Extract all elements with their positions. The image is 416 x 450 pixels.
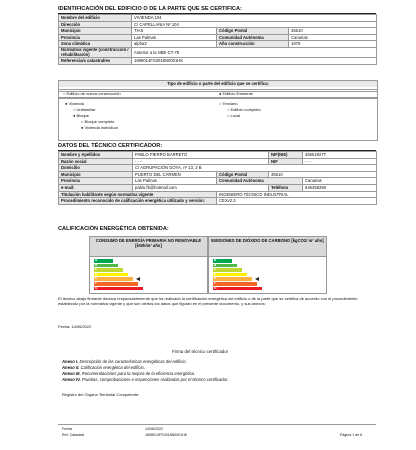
section-title-technician: DATOS DEL TÉCNICO CERTIFICADOR: [58, 143, 376, 151]
co2-bars [209, 257, 326, 293]
label: e-mail: [59, 184, 133, 191]
label: Provincia [59, 34, 132, 41]
technician-name: PABLO PIERRO BARRETO [133, 152, 269, 159]
label: Titulación habilitante según normativa vigente [59, 191, 217, 198]
radio-bloque[interactable]: ● Bloque [73, 113, 89, 118]
section-title-rating: CALIFICACIÓN ENERGÉTICA OBTENIDA: [58, 226, 169, 232]
radio-vivienda[interactable]: ● Vivienda [65, 101, 84, 106]
rating-bar-f: F [94, 282, 138, 286]
label: Municipio [59, 28, 132, 35]
technician-table [58, 151, 377, 205]
rating-bar-c: C [213, 268, 242, 272]
declaration-text: El técnico abajo firmante declara responsablemente que ha realizado la certificación energética del edificio o de la parte que se certifica de acuerdo con el procedimiento establecido por la normativa vigente y que son ciertos los datos que figuran en el presente documento, y sus anexos: [58, 296, 358, 307]
building-postal-code: 35510 [289, 28, 377, 35]
annex-text: Calificación energética del edificio. [79, 365, 145, 370]
technician-municipality: PUERTO DEL CARMEN [133, 171, 217, 178]
annex-2 [62, 365, 145, 370]
technician-email[interactable]: pablo.fb@hotmail.com [133, 184, 269, 191]
annex-text: Recomendaciones para la mejora de la eficiencia energética. [80, 371, 196, 376]
option-label: Bloque completo [84, 119, 115, 124]
option-label: Edificio de nueva construcción [66, 91, 121, 96]
regulation: Anterior a la NBE-CT-79 [132, 47, 377, 57]
cadastral-ref: 1898014FS3018N0001HK [132, 58, 377, 65]
rating-bar-d: D [213, 273, 247, 277]
declaration-date: Fecha: 14/06/2022 [58, 324, 92, 329]
option-label: Vivienda individual [84, 125, 118, 130]
annex-3 [62, 371, 195, 376]
annex-text: Pruebas, comprobaciones e inspecciones realizadas por el técnico certificador. [80, 377, 229, 382]
energy-bars [90, 257, 207, 293]
label: NIF(NIE) [269, 152, 303, 159]
footer-date: 14/06/2022 [145, 427, 163, 431]
technician-postal-code: 35510 [269, 171, 377, 178]
energy-consumption-chart [89, 236, 208, 294]
footer-ref: 1898014FS3018N0001HK [145, 433, 188, 437]
technician-address: C/ AGRUPACIÓN GOYA, nº 13, 2 B [133, 165, 377, 172]
technician-degree: INGENIERO TÉCNICO INDUSTRIAL [217, 191, 377, 198]
label: Municipio [59, 171, 133, 178]
rating-bar-g: G [94, 287, 143, 291]
label: Dirección [59, 21, 132, 28]
climate-zone: alpha3 [132, 41, 217, 48]
page-number: Página 1 de 6 [340, 433, 363, 437]
rating-bar-f: F [213, 282, 257, 286]
co2-chart-title: EMISIONES DE DIÓXIDO DE CARBONO [kgCO2/ m² año] [209, 237, 326, 257]
label: Código Postal [217, 171, 269, 178]
rating-bar-a: A [94, 259, 113, 263]
label: Domicilio [59, 165, 133, 172]
energy-chart-title: CONSUMO DE ENERGÍA PRIMARIA NO RENOVABLE [kWh/m² año] [90, 237, 207, 257]
technician-province: Las Palmas [133, 178, 217, 185]
annex-label: Anexo II. [62, 365, 80, 370]
annex-label: Anexo I. [62, 359, 79, 364]
label: Procedimiento reconocido de calificación energética utilizado y versión: [59, 198, 217, 205]
rating-bar-b: B [94, 264, 118, 268]
rating-bar-d: D [94, 273, 128, 277]
building-type-header: Tipo de edificio o parte del edificio que se certifica: [59, 81, 377, 87]
label: Nombre del edificio [59, 15, 132, 22]
annex-4 [62, 377, 228, 382]
radio-terciario[interactable]: ○ Terciario [219, 101, 238, 106]
option-label: Unifamiliar [76, 107, 96, 112]
option-label: Edificio Existente [222, 91, 253, 96]
rating-pointer [136, 277, 140, 281]
building-municipality: TIAS [132, 28, 217, 35]
building-address: C/ CAPELLANIA Nº 104 [132, 21, 377, 28]
co2-emissions-chart [208, 236, 327, 294]
radio-new-building[interactable]: ○ Edificio de nueva construcción [63, 91, 121, 96]
option-label: Bloque [76, 113, 89, 118]
company-name: - - - [133, 158, 269, 165]
footer-ref-label: Ref. Catastral [62, 433, 84, 437]
label: Normativa vigente (construcción / rehabilitación) [59, 47, 132, 57]
rating-bar-c: C [94, 268, 123, 272]
annex-1 [62, 359, 187, 364]
company-nif: - - - [303, 158, 377, 165]
radio-existing-building[interactable]: ● Edificio Existente [219, 91, 253, 96]
radio-unifamiliar[interactable]: ○ Unifamiliar [73, 107, 96, 112]
label: NIF [269, 158, 303, 165]
label: Nombre y Apellidos [59, 152, 133, 159]
option-label: Terciario [222, 101, 238, 106]
label: Comunidad Autónoma [217, 178, 303, 185]
label: Zona climática [59, 41, 132, 48]
annex-text: Descripción de las características energéticas del edificio. [78, 359, 187, 364]
procedure-version: CEXv2.3 [217, 198, 377, 205]
radio-local[interactable]: ○ Local [227, 113, 241, 118]
label: Referencia/s catastral/es [59, 58, 132, 65]
technician-phone: 646458266 [303, 184, 377, 191]
rating-bar-e: E [213, 277, 252, 281]
technician-region: Canarias [303, 178, 377, 185]
option-label: Local [230, 113, 241, 118]
signature-caption: Firma del técnico certificador [172, 349, 229, 354]
label: Razón social [59, 158, 133, 165]
label: Provincia [59, 178, 133, 185]
rating-bar-b: B [213, 264, 237, 268]
annex-label: Anexo III. [62, 371, 81, 376]
registry-label: Registro del Órgano Territorial Competente: [62, 392, 140, 397]
label: Comunidad Autónoma [217, 34, 289, 41]
building-province: Las Palmas [132, 34, 217, 41]
option-label: Vivienda [68, 101, 84, 106]
option-label: Edificio completo [230, 107, 261, 112]
construction-year: 1978 [289, 41, 377, 48]
footer-divider [58, 424, 376, 425]
rating-bar-e: E [94, 277, 133, 281]
radio-vivienda-individual[interactable]: ● Vivienda individual [81, 125, 118, 130]
rating-pointer [255, 277, 259, 281]
label: Código Postal [217, 28, 289, 35]
technician-nif: 45551927T [303, 152, 377, 159]
radio-bloque-completo[interactable]: ○ Bloque completo [81, 119, 115, 124]
section-title-building: IDENTIFICACIÓN DEL EDIFICIO O DE LA PARTE QUE SE CERTIFICA: [58, 6, 376, 14]
annex-label: Anexo IV. [62, 377, 81, 382]
label: Teléfono [269, 184, 303, 191]
building-region: Canarias [289, 34, 377, 41]
footer-date-label: Fecha [62, 427, 72, 431]
radio-edificio-completo[interactable]: ○ Edificio completo [227, 107, 261, 112]
rating-bar-a: A [213, 259, 232, 263]
label: Año construcción [217, 41, 289, 48]
rating-bar-g: G [213, 287, 262, 291]
building-table [58, 14, 377, 65]
building-use-box [58, 97, 378, 141]
building-name: VIVIENDA 104 [132, 15, 377, 22]
